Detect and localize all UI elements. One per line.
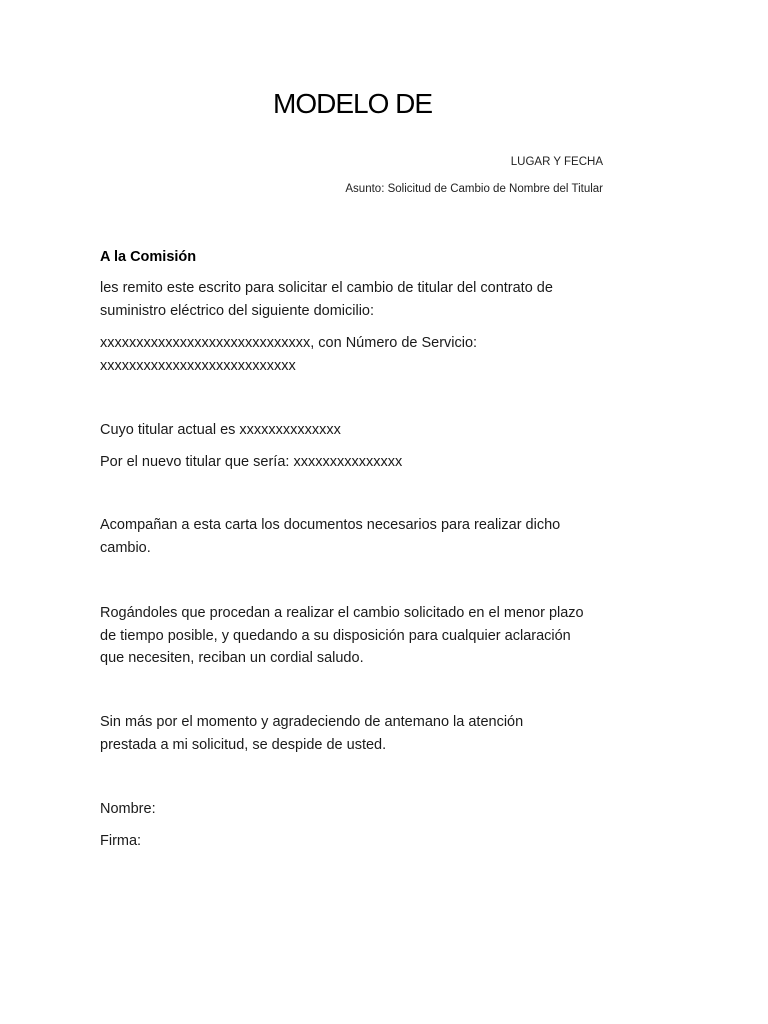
text-line: xxxxxxxxxxxxxxxxxxxxxxxxxxx [100,357,296,374]
text-line: Rogándoles que procedan a realizar el cambio solicitado en el menor plazo [100,605,584,621]
place-date: LUGAR Y FECHA [510,156,603,168]
text-line: xxxxxxxxxxxxxxxxxxxxxxxxxxxxx, con Número de Servicio: [100,335,478,351]
text-line: Sin más por el momento y agradeciendo de antemano la atención [100,714,524,730]
new-holder-line: Por el nuevo titular que sería: xxxxxxxxxxxxxxx [100,454,403,470]
paragraph-request-closing [100,602,620,670]
text-line: cambio. [100,539,151,556]
text-line: prestada a mi solicitud, se despide de usted. [100,736,387,753]
text-line: que necesiten, reciban un cordial saludo. [100,650,364,666]
paragraph-address [100,332,620,377]
paragraph-attachments [100,514,620,559]
name-label: Nombre: [100,801,156,817]
salutation: A la Comisión [100,249,197,265]
document-title: MODELO DE [273,88,433,119]
signature-label: Firma: [100,833,142,849]
current-holder-line: Cuyo titular actual es xxxxxxxxxxxxxx [100,422,341,438]
paragraph-request [100,277,620,322]
subject-line: Asunto: Solicitud de Cambio de Nombre del Titular [345,183,603,195]
text-line: suministro eléctrico del siguiente domicilio: [100,302,375,319]
text-line: les remito este escrito para solicitar el cambio de titular del contrato de [100,280,553,296]
text-line: Acompañan a esta carta los documentos necesarios para realizar dicho [100,517,561,533]
paragraph-farewell [100,711,620,756]
text-line: de tiempo posible, y quedando a su disposición para cualquier aclaración [100,627,571,644]
